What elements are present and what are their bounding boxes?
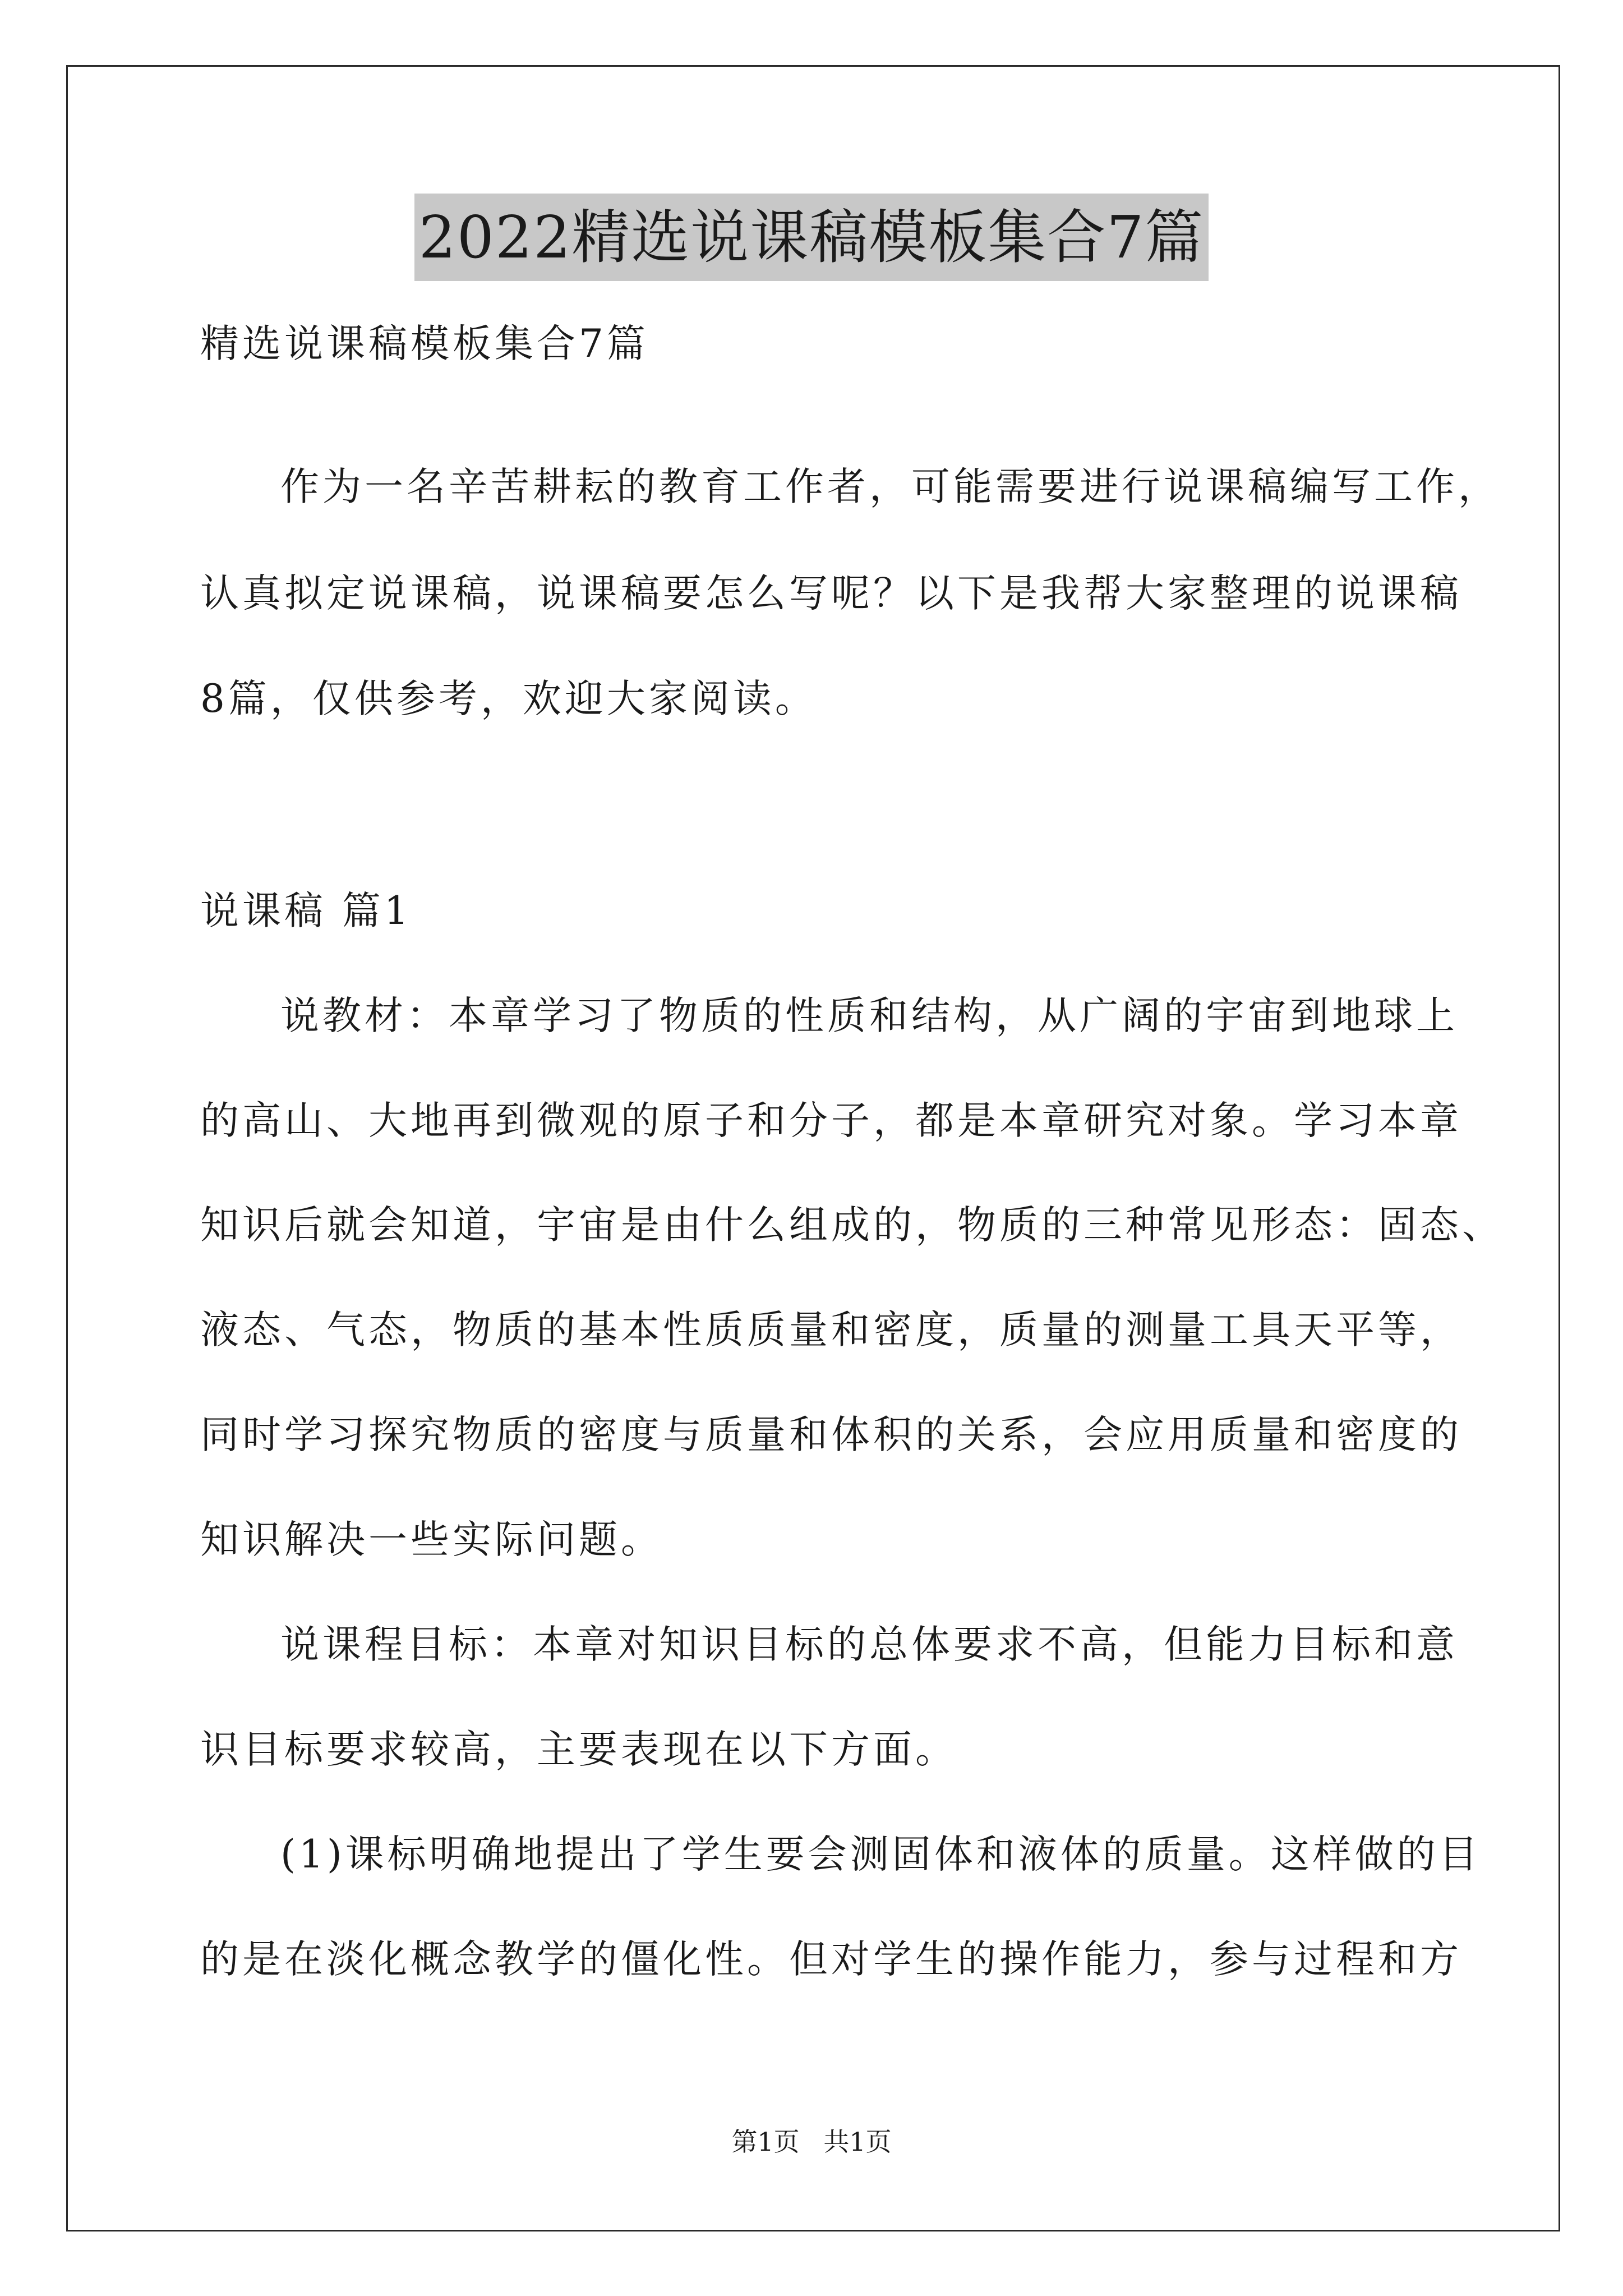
intro-line-2: 认真拟定说课稿，说课稿要怎么写呢？以下是我帮大家整理的说课稿 [200,571,1462,616]
page-number: 第1页 [731,2127,800,2157]
intro-line-3: 8篇，仅供参考，欢迎大家阅读。 [200,677,817,721]
title-container [0,194,1623,281]
paragraph-line: 同时学习探究物质的密度与质量和体积的关系，会应用质量和密度的 [200,1412,1462,1457]
paragraph-line: 说课程目标：本章对知识目标的总体要求不高，但能力目标和意 [280,1622,1458,1667]
paragraph-line: 知识后就会知道，宇宙是由什么组成的，物质的三种常见形态：固态、 [200,1203,1504,1248]
paragraph-line: 识目标要求较高，主要表现在以下方面。 [200,1727,957,1772]
paragraph-line: 说教材：本章学习了物质的性质和结构，从广阔的宇宙到地球上 [280,993,1458,1038]
paragraph-line: 液态、气态，物质的基本性质质量和密度，质量的测量工具天平等， [200,1308,1462,1352]
subtitle: 精选说课稿模板集合7篇 [200,321,649,366]
paragraph-line: 的是在淡化概念教学的僵化性。但对学生的操作能力，参与过程和方 [200,1937,1462,1982]
paragraph-line: 知识解决一些实际问题。 [200,1517,663,1562]
document-title: 2022精选说课稿模板集合7篇 [414,194,1209,281]
intro-line-1: 作为一名辛苦耕耘的教育工作者，可能需要进行说课稿编写工作， [280,464,1500,509]
paragraph-line: 的高山、大地再到微观的原子和分子，都是本章研究对象。学习本章 [200,1098,1462,1143]
paragraph-line: (1)课标明确地提出了学生要会测固体和液体的质量。这样做的目 [280,1832,1481,1877]
page-total: 共1页 [823,2127,892,2157]
page-border [66,65,1560,2231]
section-heading: 说课稿 篇1 [200,889,412,933]
page-footer [0,2125,1623,2159]
